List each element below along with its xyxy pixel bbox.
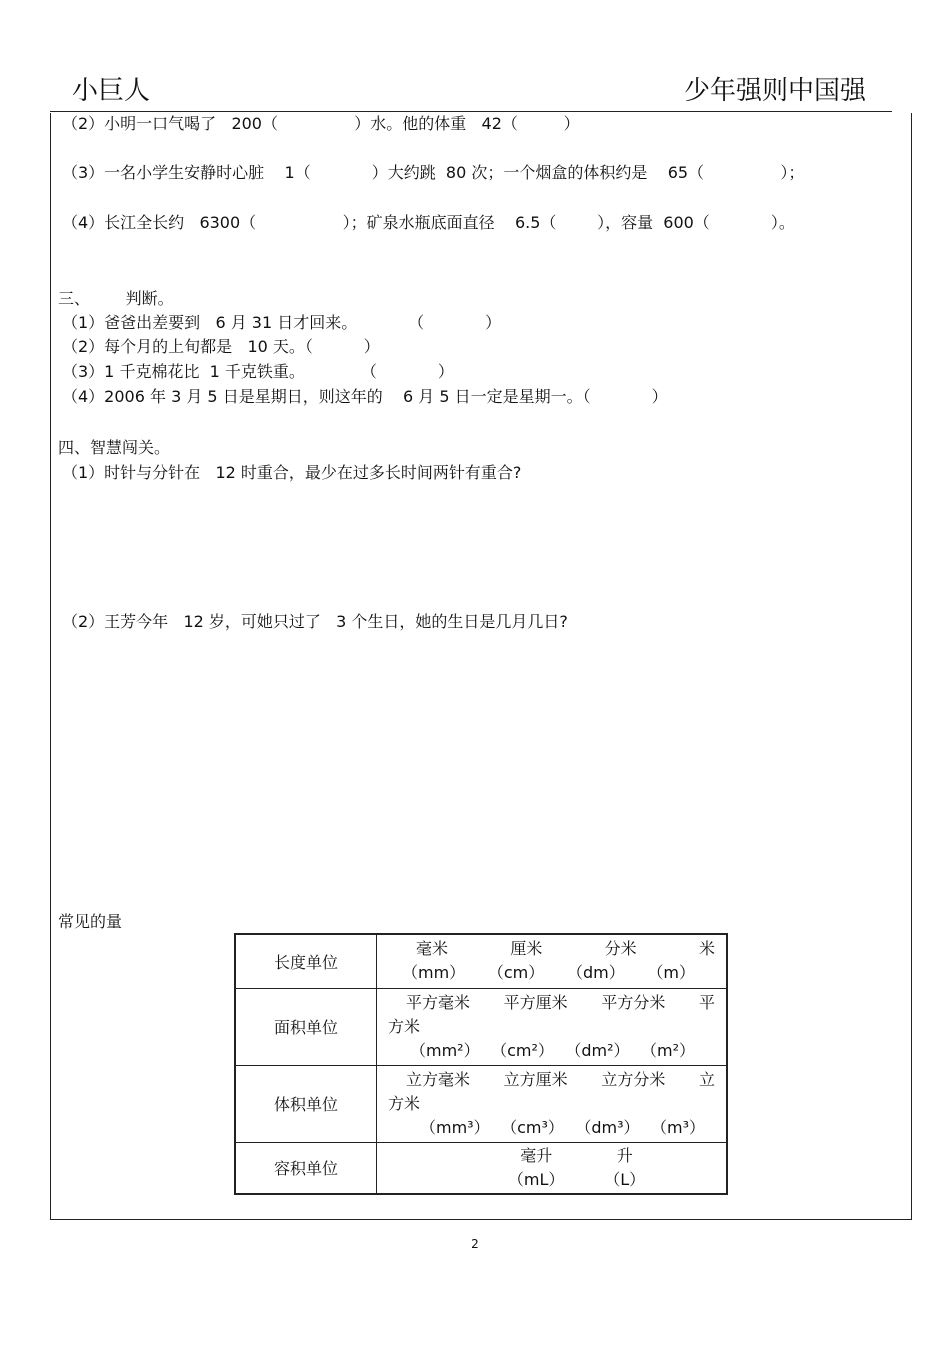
unit-symbol: （m³） <box>650 1117 705 1137</box>
unit-name: 升 <box>616 1145 633 1165</box>
unit-name: 立方毫米 <box>406 1069 471 1089</box>
unit-name: 分米 <box>604 939 637 959</box>
unit-symbol: （mm³） <box>420 1117 490 1137</box>
area-label: 面积单位 <box>235 988 377 1065</box>
unit-name-wrap: 方米 <box>388 1016 421 1036</box>
unit-name-wrap: 方米 <box>388 1093 421 1113</box>
unit-name: 毫米 <box>416 939 449 959</box>
judge-item-1: （1）爸爸出差要到 6 月 31 日才回来。 （ ） <box>62 313 502 332</box>
unit-name: 平方分米 <box>601 992 666 1012</box>
unit-symbol: （cm³） <box>501 1117 564 1137</box>
unit-name: 平 <box>698 992 715 1012</box>
unit-symbol: （m） <box>647 963 695 983</box>
unit-name: 平方毫米 <box>406 992 471 1012</box>
units-row-volume <box>235 1065 727 1142</box>
section-3-title: 三、 判断。 <box>58 289 174 308</box>
unit-symbol: （m²） <box>640 1040 695 1060</box>
judge-item-3: （3）1 千克棉花比 1 千克铁重。 （ ） <box>62 362 454 381</box>
unit-symbol: （cm） <box>487 963 545 983</box>
unit-name: 米 <box>698 939 715 959</box>
length-label: 长度单位 <box>235 934 377 988</box>
unit-name: 厘米 <box>510 939 543 959</box>
unit-symbol: （mm²） <box>410 1040 480 1060</box>
unit-name: 立方分米 <box>601 1069 666 1089</box>
volume-label: 体积单位 <box>235 1065 377 1142</box>
question-2-4: （4）长江全长约 6300（ ）；矿泉水瓶底面直径 6.5（ ），容量 600（ ）。 <box>62 213 795 232</box>
units-row-capacity <box>235 1142 727 1194</box>
judge-item-4: （4）2006 年 3 月 5 日是星期日，则这年的 6 月 5 日一定是星期一。（ ） <box>62 387 668 406</box>
unit-symbol: （mm） <box>402 963 466 983</box>
question-2-3: （3）一名小学生安静时心脏 1（ ）大约跳 80 次；一个烟盒的体积约是 65（ ）； <box>62 163 805 182</box>
unit-name: 立 <box>698 1069 715 1089</box>
unit-name: 平方厘米 <box>503 992 568 1012</box>
unit-symbol: （mL） <box>507 1169 565 1189</box>
capacity-label: 容积单位 <box>235 1142 377 1194</box>
unit-name: 毫升 <box>520 1145 553 1165</box>
header-right-slogan: 少年强则中国强 <box>683 76 866 106</box>
unit-symbol: （dm³） <box>575 1117 640 1137</box>
challenge-question-2: （2）王芳今年 12 岁，可她只过了 3 个生日，她的生日是几月几日? <box>62 612 568 631</box>
page-number: 2 <box>471 1237 479 1251</box>
unit-symbol: （cm²） <box>491 1040 554 1060</box>
unit-symbol: （dm） <box>566 963 625 983</box>
header-rule <box>50 111 892 112</box>
header-left-title: 小巨人 <box>72 76 151 106</box>
unit-symbol: （L） <box>604 1169 646 1189</box>
challenge-question-1: （1）时针与分针在 12 时重合，最少在过多长时间两针有重合? <box>62 463 522 482</box>
units-row-area <box>235 988 727 1065</box>
judge-item-2: （2）每个月的上旬都是 10 天。（ ） <box>62 337 380 356</box>
section-4-title: 四、智慧闯关。 <box>58 438 171 457</box>
question-2-2: （2）小明一口气喝了 200（ ）水。他的体重 42（ ） <box>62 114 580 133</box>
unit-symbol: （dm²） <box>565 1040 630 1060</box>
units-table <box>234 933 728 1195</box>
unit-name: 立方厘米 <box>503 1069 568 1089</box>
units-title: 常见的量 <box>58 912 123 931</box>
units-row-length <box>235 934 727 988</box>
